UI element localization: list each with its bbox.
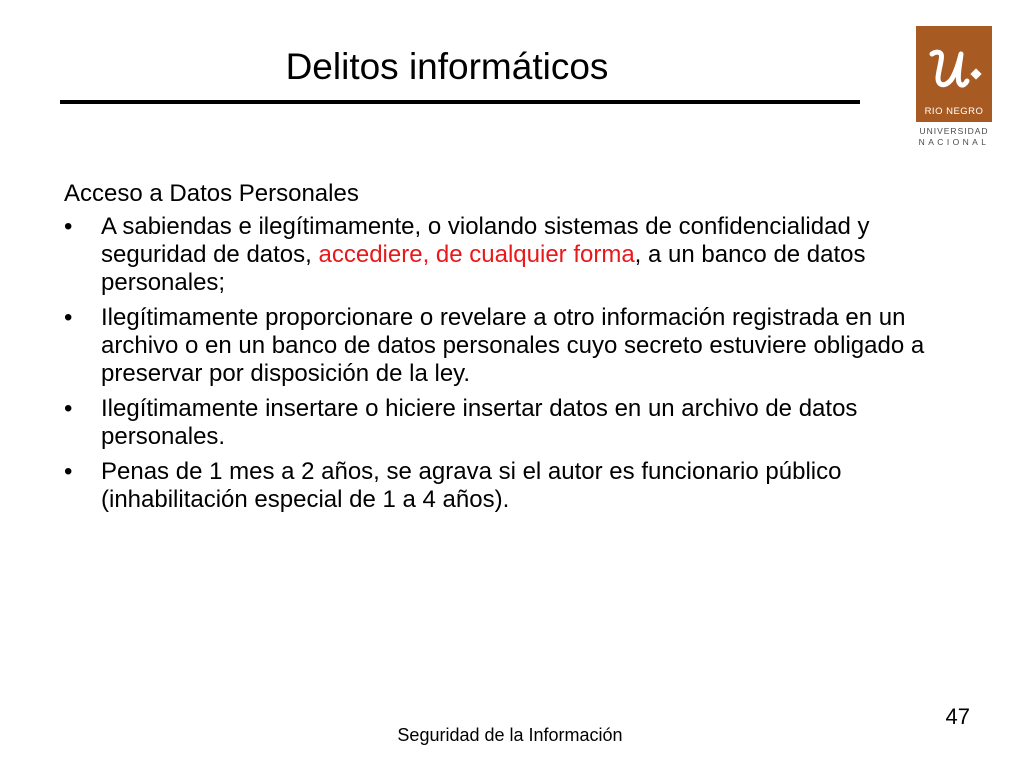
bullet-text: Penas de 1 mes a 2 años, se agrava si el autor es funcionario público (inhabilitación especial de 1 a 4 años). xyxy=(101,458,842,513)
bullet-item xyxy=(64,304,944,388)
slide-title: Delitos informáticos xyxy=(285,46,609,87)
bullet-item xyxy=(64,458,944,514)
logo-rio-negro: RIO NEGRO xyxy=(924,106,984,117)
university-logo xyxy=(916,26,992,150)
bullet-text: Ilegítimamente proporcionare o revelare a otro información registrada en un archivo o en un banco de datos personales cuyo secreto estuviere obligado a preservar por disposición de la ley. xyxy=(101,304,925,387)
bullet-icon: • xyxy=(64,213,73,240)
logo-nacional: NACIONAL xyxy=(918,137,990,147)
bullet-text-end: , a un banco de datos personales; xyxy=(101,241,866,296)
bullet-icon: • xyxy=(64,458,73,485)
slide-body xyxy=(64,180,944,521)
logo-u-mark-icon xyxy=(916,40,992,100)
title-underline xyxy=(60,100,860,104)
bullet-icon: • xyxy=(64,395,73,422)
logo-emblem xyxy=(916,26,992,122)
bullet-text: A sabiendas e ilegítimamente, o violando sistemas de confidencialidad y seguridad de datos, xyxy=(101,213,870,268)
highlighted-text: accediere, de cualquier forma xyxy=(318,241,635,268)
section-heading: Acceso a Datos Personales xyxy=(64,180,359,207)
bullet-icon: • xyxy=(64,304,73,331)
logo-universidad: UNIVERSIDAD xyxy=(919,126,989,136)
slide-footer: Seguridad de la Información xyxy=(397,725,623,745)
bullet-list xyxy=(64,213,944,514)
bullet-item xyxy=(64,395,944,451)
page-number: 47 xyxy=(945,704,970,729)
bullet-text: Ilegítimamente insertare o hiciere insertar datos en un archivo de datos personales. xyxy=(101,395,858,450)
bullet-item xyxy=(64,213,944,297)
